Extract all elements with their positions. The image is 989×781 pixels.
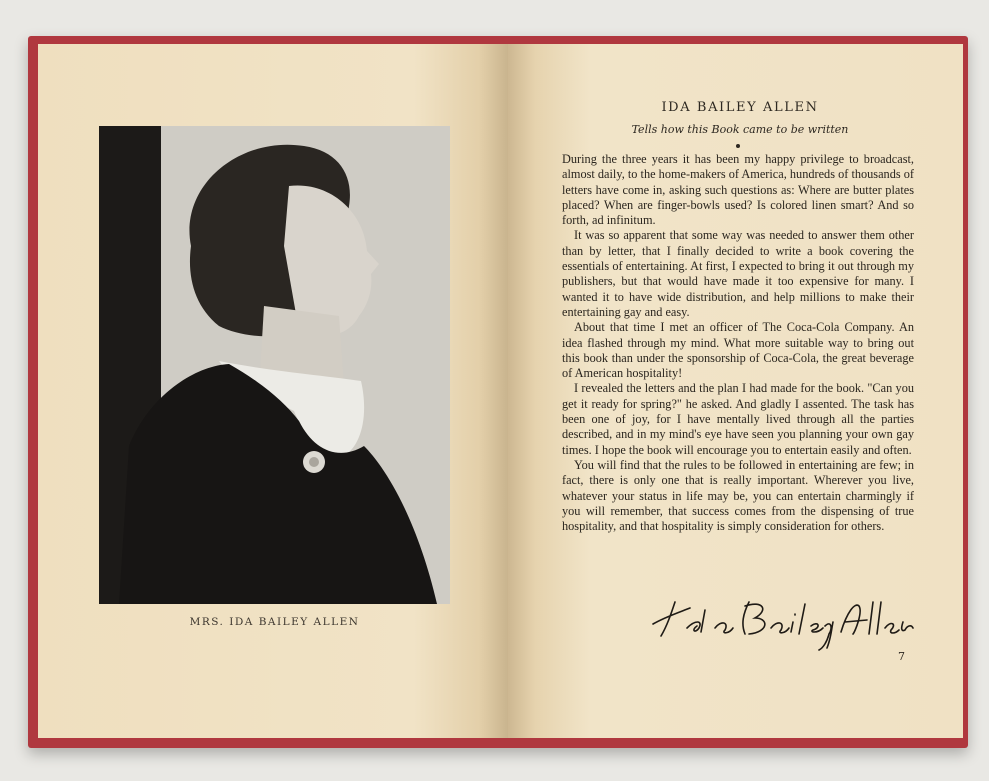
body-text [562,152,914,534]
signature [645,592,915,652]
paragraph-5: You will find that the rules to be followed in entertaining are few; in fact, there is only one that is really important. Wherever you live, whatever your status in life may be, you can entertain charmingly if you will remember, that success comes from the dispensing of true hospitality, and that hospitality is simply consideration for others. [562,457,914,534]
ornament-dot [736,144,740,148]
portrait-photo [99,126,450,604]
signature-image [645,592,915,652]
paragraph-3: About that time I met an officer of The Coca-Cola Company. An idea flashed through my mind. What more suitable way to bring out this book than under the sponsorship of Coca-Cola, the great beverage of American hospitality! [562,320,914,381]
paragraph-1: During the three years it has been my happy privilege to broadcast, almost daily, to the home-makers of America, hundreds of thousands of letters have come in, asking such questions as: Where are butter plates placed? When are finger-bowls used? Is colored linen smart? And so forth, ad infinitum. [562,152,914,228]
paragraph-4: I revealed the letters and the plan I had made for the book. "Can you get it ready for spring?" he asked. And gladly I assented. The task has been one of joy, for I have mentally lived through all the parties described, and in my mind's eye have seen you planning your own gay times. I hope the book will encourage you to entertain easily and often. [562,381,914,457]
paragraph-2: It was so apparent that some way was needed to answer them other than by letter, that I finally decided to write a book covering the essentials of entertaining. At first, I expected to bring it out through my publishers, but that would have made it too expensive for many. I wanted it to have wide distribution, and help millions to make their entertaining gay and easy. [562,228,914,319]
portrait-caption: MRS. IDA BAILEY ALLEN [189,616,360,628]
page-number: 7 [898,650,905,663]
page-heading: IDA BAILEY ALLEN [661,100,819,115]
portrait-image [99,126,450,604]
page-subheading: Tells how this Book came to be written [631,123,849,136]
